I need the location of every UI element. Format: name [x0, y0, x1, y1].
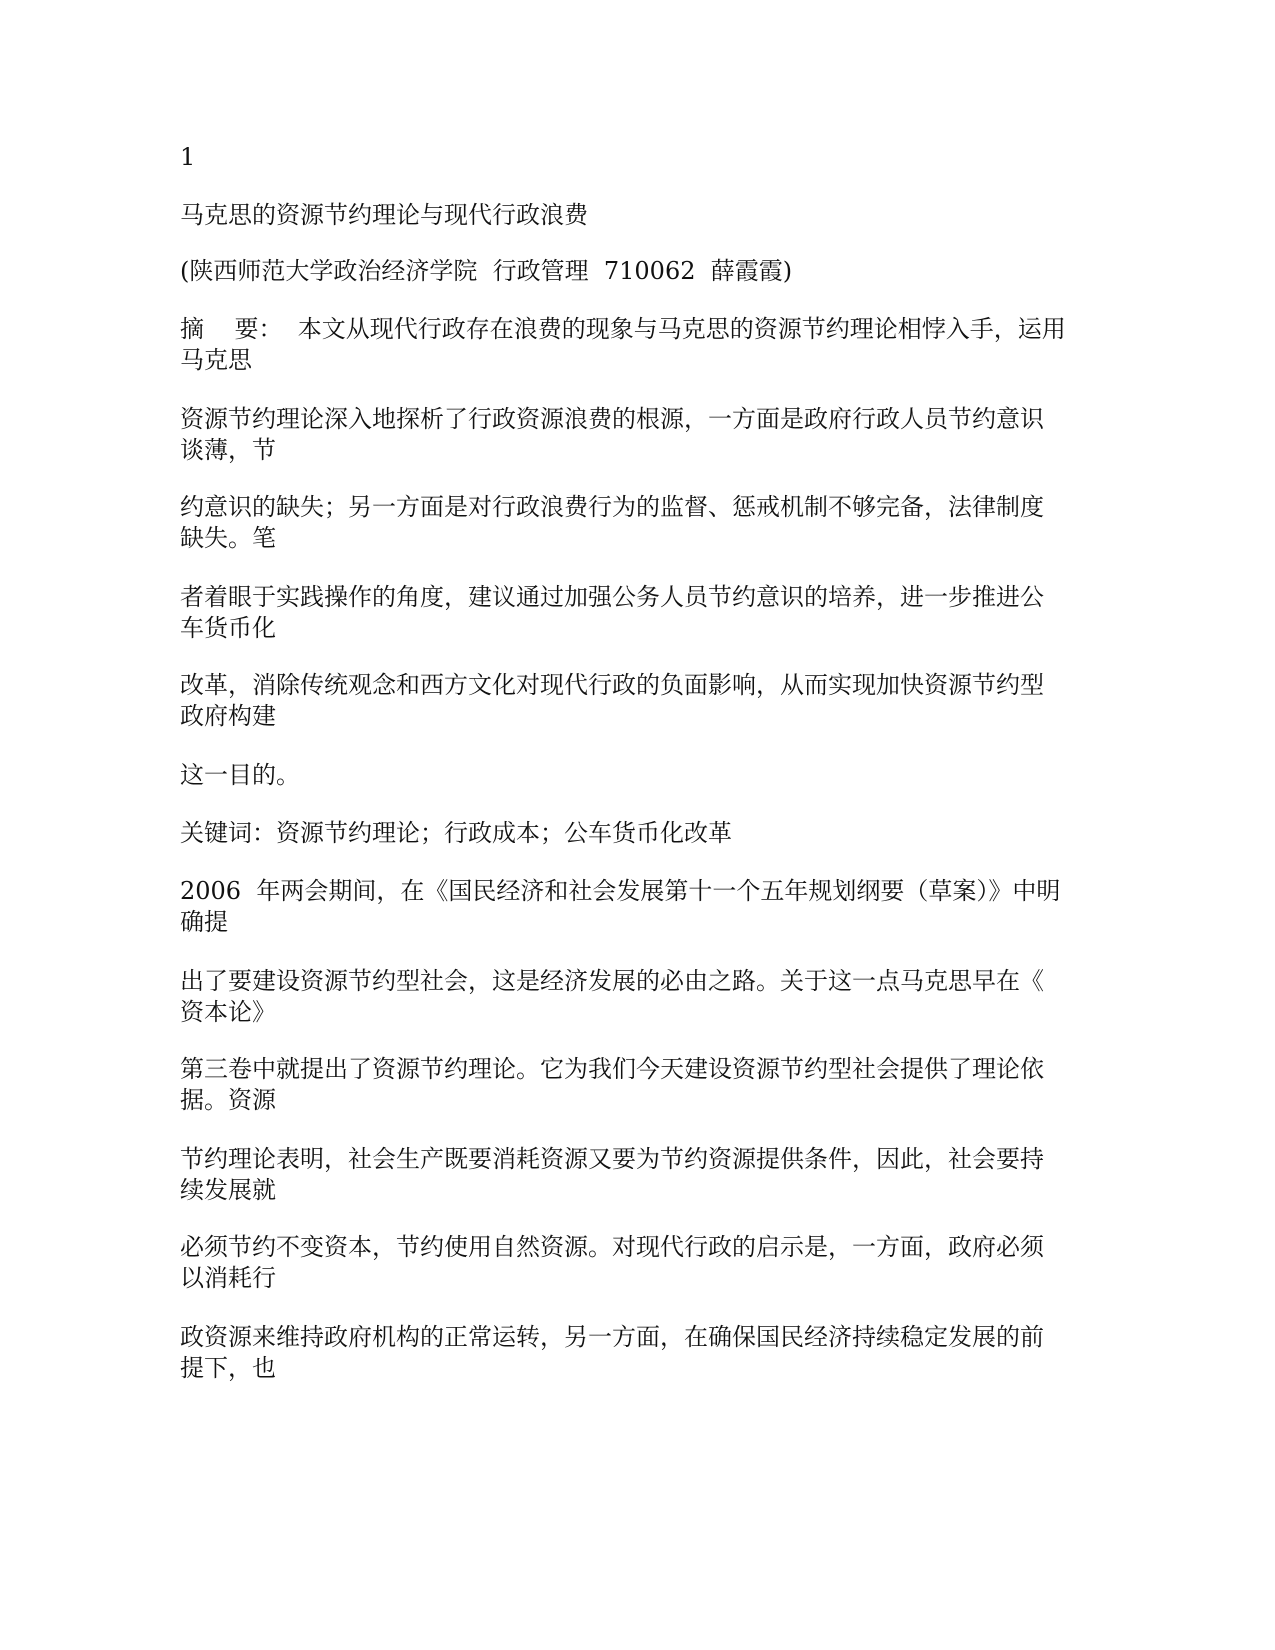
abstract-paragraph: 资源节约理论深入地探析了行政资源浪费的根源，一方面是政府行政人员节约意识 谈薄，节	[180, 405, 1044, 464]
body-paragraph: 节约理论表明，社会生产既要消耗资源又要为节约资源提供条件，因此，社会要持 续发展就	[180, 1145, 1044, 1204]
page-number: 1	[180, 143, 196, 171]
body-paragraph: 2006 年两会期间，在《国民经济和社会发展第十一个五年规划纲要（草案）》中明 确提	[180, 877, 1061, 936]
body-paragraph: 必须节约不变资本，节约使用自然资源。对现代行政的启示是，一方面，政府必须 以消耗行	[180, 1233, 1044, 1292]
body-paragraph: 出了要建设资源节约型社会，这是经济发展的必由之路。关于这一点马克思早在《 资本论》	[180, 967, 1044, 1026]
abstract-paragraph: 改革，消除传统观念和西方文化对现代行政的负面影响，从而实现加快资源节约型 政府构建	[180, 671, 1044, 730]
body-paragraph: 政资源来维持政府机构的正常运转，另一方面，在确保国民经济持续稳定发展的前 提下，也	[180, 1323, 1044, 1382]
author-line: (陕西师范大学政治经济学院 行政管理 710062 薛霞霞)	[180, 257, 793, 285]
document-title: 马克思的资源节约理论与现代行政浪费	[180, 201, 588, 229]
keywords-line: 关键词：资源节约理论；行政成本；公车货币化改革	[180, 819, 732, 847]
abstract-paragraph: 约意识的缺失；另一方面是对行政浪费行为的监督、惩戒机制不够完备，法律制度 缺失。笔	[180, 493, 1044, 552]
abstract-paragraph: 摘 要： 本文从现代行政存在浪费的现象与马克思的资源节约理论相悖入手，运用 马克思	[180, 315, 1066, 374]
abstract-paragraph: 这一目的。	[180, 761, 300, 789]
abstract-paragraph: 者着眼于实践操作的角度，建议通过加强公务人员节约意识的培养，进一步推进公 车货币化	[180, 583, 1044, 642]
document-page	[180, 0, 1080, 1650]
body-paragraph: 第三卷中就提出了资源节约理论。它为我们今天建设资源节约型社会提供了理论依 据。资源	[180, 1055, 1044, 1114]
